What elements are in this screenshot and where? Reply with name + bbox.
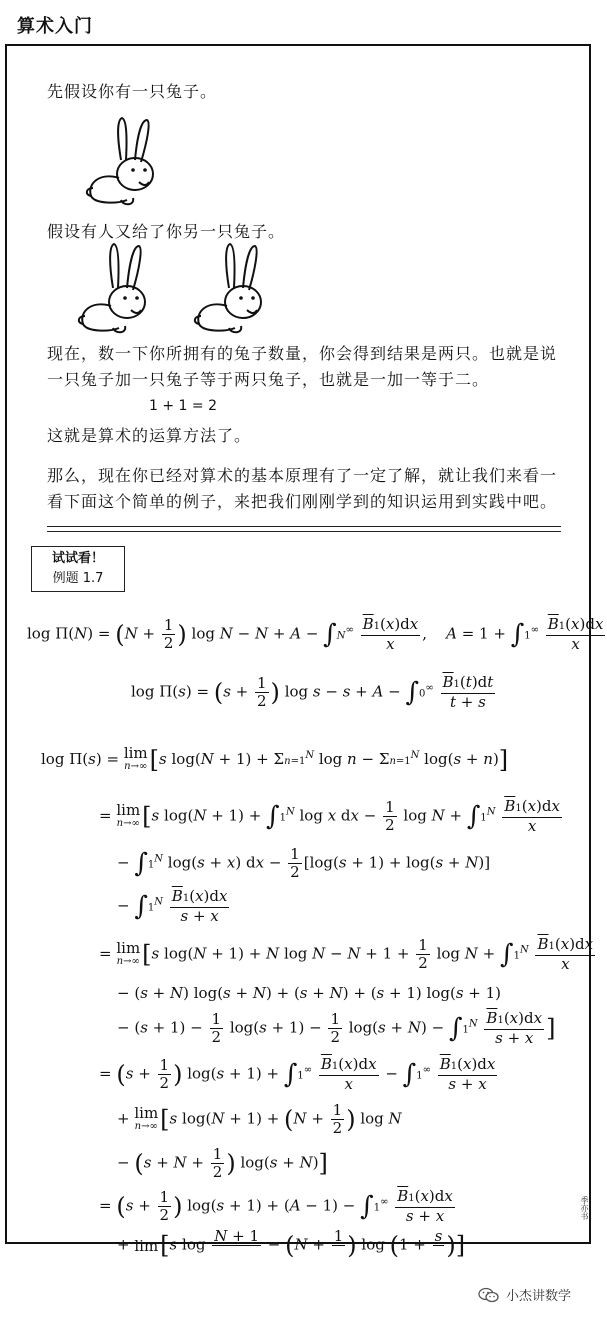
intro-line-7: 看下面这个简单的例子，来把我们刚刚学到的知识运用到实践中吧。 <box>47 492 558 511</box>
derivation-line-6: − (s + N) log(s + N) + (s + N) + (s + 1) log(s + 1) <box>117 984 502 1002</box>
equation-one-plus-one: 1 + 1 = 2 <box>149 398 217 414</box>
content-frame <box>5 44 604 1260</box>
account-name: 小杰讲数学 <box>506 1289 572 1304</box>
rabbit-illustration <box>185 242 275 334</box>
rabbit-illustration <box>69 242 159 334</box>
divider-bottom <box>47 531 561 532</box>
derivation-line-7: − (s + 1) − $\frac{1}{2}$ log(s + 1) − $\frac{1}{2}$ $\log(s + N) - \int 1^N$ $\frac{\overline{B}1(x)dx}{s + x}$ ] <box>117 1009 556 1047</box>
derivation-line-4: − $\int 1^N$ $\frac{\overline{B}1(x)dx}{s + x}$ <box>117 887 228 925</box>
example-label: 例题 1.7 <box>52 571 104 586</box>
derivation-line-5: = lim n→∞ [s log(N + 1) + N log N − N + 1 + $\frac{1}{2}$ $\log N + \int 1^N$ $\frac{\overline{B}1(x)dx}{x}$ <box>99 935 594 973</box>
divider-top <box>47 526 561 527</box>
intro-line-1: 先假设你有一只兔子。 <box>47 82 218 101</box>
intro-line-6: 那么，现在你已经对算术的基本原理有了一定了解，就让我们来看一 <box>47 466 558 485</box>
derivation-line-11: = (s + $\frac{1}{2}$ ) log(s + 1) + (A − 1) − ∫1∞ $\frac{\overline{B}1(x)dx}{s + x}$ <box>99 1187 453 1225</box>
rabbit-illustration <box>77 116 167 206</box>
wechat-icon <box>478 1287 500 1303</box>
derivation-line-8: = (s + $\frac{1}{2}$ ) log(s + 1) + ∫1∞ $\frac{\overline{B}1(x)dx}{x}$ − ∫1∞ $\frac{\overline{B}1(x)dx}{s + x}$ <box>99 1055 496 1093</box>
intro-line-3: 现在，数一下你所拥有的兔子数量，你会得到结果是两只。也就是说 <box>47 344 558 363</box>
intro-line-4: 一只兔子加一只兔子等于两只兔子，也就是一加一等于二。 <box>47 370 490 389</box>
wechat-watermark <box>478 1285 571 1304</box>
derivation-line-1: log Π(s) = lim n→∞ [s $\log(N + 1) + \Sigma n=1^N$ $\log n - \Sigma n=1^N$ log(s + n)] <box>41 744 509 774</box>
intro-line-2: 假设有人又给了你另一只兔子。 <box>47 222 286 241</box>
try-label: 试试看！ <box>51 551 104 566</box>
derivation-line-9: + lim n→∞ [s log(N + 1) + (N + $\frac{1}{2}$ ) log N <box>117 1101 402 1137</box>
formula-1: log Π(N) = (N + $\frac{1}{2}$ ) log N − N + A − ∫N∞ $\frac{\overline{B}1(x)dx}{x}$ , A = 1 + ∫1∞ $\frac{\overline{B}1(x)dx}{x}$ <box>27 615 604 653</box>
derivation-line-10: − (s + N + $\frac{1}{2}$ ) log(s + N)] <box>117 1145 328 1181</box>
derivation-line-12-partial: + lim[s log N + 1 − (N + 1 ) log (1 + s )] <box>117 1227 466 1260</box>
formula-2: log Π(s) = (s + $\frac{1}{2}$ ) log s − s + A − ∫0∞ $\frac{\overline{B}1(t)dt}{t + s}$ <box>131 673 494 711</box>
signature: 季亦书 <box>580 1196 589 1220</box>
example-box <box>31 546 125 592</box>
derivation-line-2: = lim n→∞ [s $\log(N + 1) + \int 1^N$ log x dx − $\frac{1}{2}$ $\log N + \int 1^N$ $\frac{\overline{B}1(x)dx}{x}$ <box>99 797 560 835</box>
derivation-line-3: − $\int 1^N$ log(s + x) dx − $\frac{1}{2}$ [log(s + 1) + log(s + N)] <box>117 845 491 881</box>
page-title: 算术入门 <box>17 16 93 37</box>
intro-line-5: 这就是算术的运算方法了。 <box>47 426 252 445</box>
